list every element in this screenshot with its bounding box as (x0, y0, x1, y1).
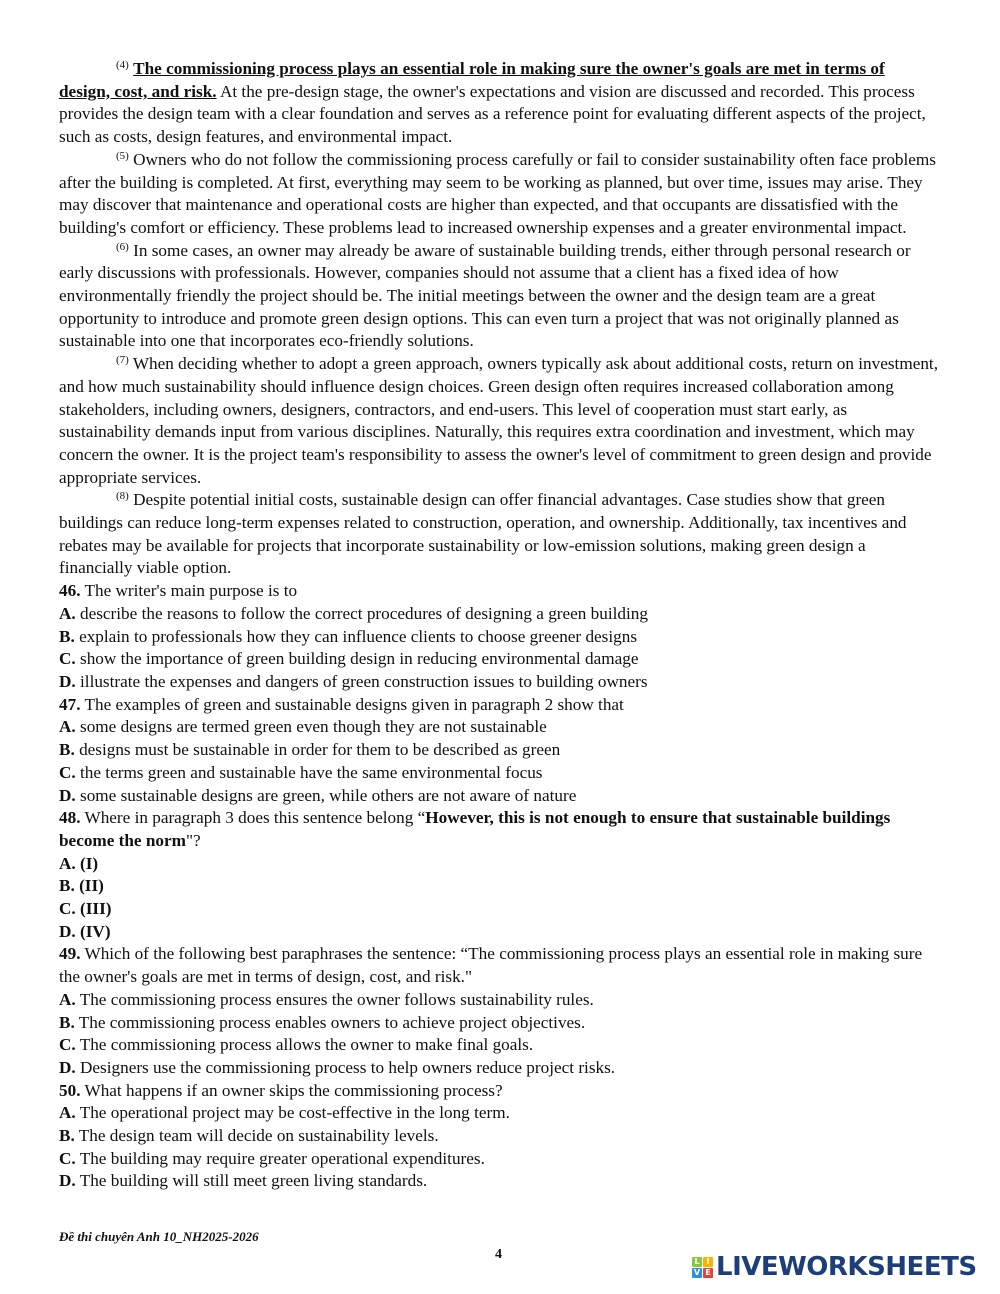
page-number: 4 (495, 1247, 502, 1262)
option-d[interactable]: D. illustrate the expenses and dangers of green construction issues to building owners (59, 671, 648, 691)
worksheet-page (59, 58, 939, 1193)
paragraph-4 (59, 58, 939, 149)
option-c[interactable]: C. The building may require greater operational expenditures. (59, 1148, 485, 1168)
option-c[interactable]: C. (III) (59, 899, 112, 919)
question-number: 49. (59, 944, 81, 964)
question-stem: 47. The examples of green and sustainable designs given in paragraph 2 show that (59, 694, 624, 714)
paragraph-text: Despite potential initial costs, sustainable design can offer financial advantages. Case studies show that green buildings can reduce long-term expenses related to construction, operation, and ownership. Additionally, tax incentives and rebates may be available for projects that incorporate sustainability or low-emission solutions, making green design a financially viable option. (59, 490, 907, 578)
paragraph-text: At the pre-design stage, the owner's expectations and vision are discussed and recorded. This process provides the design team with a clear foundation and serves as a reference point for evaluating different aspects of the project, such as costs, design features, and environmental impact. (59, 81, 926, 147)
question-number: 48. (59, 808, 81, 828)
option-d[interactable]: D. The building will still meet green living standards. (59, 1171, 428, 1191)
option-c[interactable]: C. the terms green and sustainable have the same environmental focus (59, 762, 543, 782)
tile-i: I (703, 1257, 713, 1267)
live-tiles-icon (692, 1257, 713, 1278)
option-d[interactable]: D. Designers use the commissioning process to help owners reduce project risks. (59, 1057, 616, 1077)
question-stem: 48. Where in paragraph 3 does this sentence belong “However, this is not enough to ensure that sustainable buildings become the norm"? (59, 808, 891, 850)
paragraph-6 (59, 240, 939, 354)
logo-text: LIVEWORKSHEETS (716, 1252, 977, 1282)
option-d[interactable]: D. some sustainable designs are green, while others are not aware of nature (59, 785, 577, 805)
question-50 (59, 1080, 939, 1194)
question-49 (59, 943, 939, 1079)
question-48 (59, 807, 939, 943)
option-c[interactable]: C. show the importance of green building design in reducing environmental damage (59, 649, 639, 669)
paragraph-number: (8) (116, 490, 129, 503)
option-a[interactable]: A. describe the reasons to follow the correct procedures of designing a green building (59, 603, 648, 623)
option-a[interactable]: A. The commissioning process ensures the owner follows sustainability rules. (59, 989, 594, 1009)
option-b[interactable]: B. The design team will decide on sustainability levels. (59, 1126, 439, 1146)
underlined-lead-sentence: The commissioning process plays an essential role in making sure the owner's goals are met in terms of design, cost, and risk. (59, 59, 885, 101)
option-b[interactable]: B. The commissioning process enables owners to achieve project objectives. (59, 1012, 586, 1032)
paragraph-number: (7) (116, 354, 129, 367)
option-a[interactable]: A. The operational project may be cost-effective in the long term. (59, 1103, 510, 1123)
question-stem: 49. Which of the following best paraphrases the sentence: “The commissioning process plays an essential role in making sure the owner's goals are met in terms of design, cost, and risk." (59, 944, 923, 987)
option-b[interactable]: B. explain to professionals how they can influence clients to choose greener designs (59, 626, 638, 646)
question-stem: 50. What happens if an owner skips the commissioning process? (59, 1080, 503, 1100)
paragraph-text: When deciding whether to adopt a green approach, owners typically ask about additional costs, return on investment, and how much sustainability should influence design choices. Green design often requires increased collaboration among stakeholders, including owners, designers, contractors, and end-users. This level of cooperation must start early, as sustainability demands input from various disciplines. Naturally, this requires extra coordination and investment, which may concern the owner. It is the project team's responsibility to assess the owner's level of commitment to green design and provide appropriate services. (59, 354, 938, 487)
paragraph-text: In some cases, an owner may already be aware of sustainable building trends, either through personal research or early discussions with professionals. However, companies should not assume that a client has a fixed idea of how environmentally friendly the project should be. The initial meetings between the owner and the design team are a great opportunity to introduce and promote green design options. This can even turn a project that was not originally planned as sustainable into one that incorporates eco-friendly solutions. (59, 240, 911, 351)
paragraph-5 (59, 149, 939, 240)
question-46 (59, 580, 939, 694)
tile-e: E (703, 1268, 713, 1278)
question-number: 46. (59, 581, 81, 601)
tile-v: V (693, 1268, 701, 1277)
paragraph-8 (59, 489, 939, 580)
question-number: 50. (59, 1080, 81, 1100)
quoted-sentence: However, this is not enough to ensure that sustainable buildings become the norm (59, 808, 891, 850)
option-a[interactable]: A. some designs are termed green even though they are not sustainable (59, 717, 547, 737)
option-c[interactable]: C. The commissioning process allows the owner to make final goals. (59, 1035, 534, 1055)
tile-l: L (692, 1257, 702, 1267)
question-stem: 46. The writer's main purpose is to (59, 581, 298, 601)
option-d[interactable]: D. (IV) (59, 921, 111, 941)
liveworksheets-logo (692, 1254, 977, 1280)
footer-title: Đề thi chuyên Anh 10_NH2025-2026 (59, 1229, 259, 1244)
option-a[interactable]: A. (I) (59, 853, 99, 873)
paragraph-number: (4) (116, 59, 129, 71)
paragraph-number: (5) (116, 149, 129, 162)
paragraph-text: Owners who do not follow the commissioning process carefully or fail to consider sustainability often face problems after the building is completed. At first, everything may seem to be working as planned, but over time, issues may arise. They may discover that maintenance and operational costs are higher than expected, and that occupants are dissatisfied with the building's comfort or efficiency. These problems lead to increased ownership expenses and a greater environmental impact. (59, 149, 936, 237)
question-number: 47. (59, 694, 81, 714)
question-47 (59, 694, 939, 808)
option-b[interactable]: B. (II) (59, 876, 104, 896)
option-b[interactable]: B. designs must be sustainable in order for them to be described as green (59, 740, 561, 760)
paragraph-7 (59, 353, 939, 489)
paragraph-number: (6) (116, 240, 129, 253)
